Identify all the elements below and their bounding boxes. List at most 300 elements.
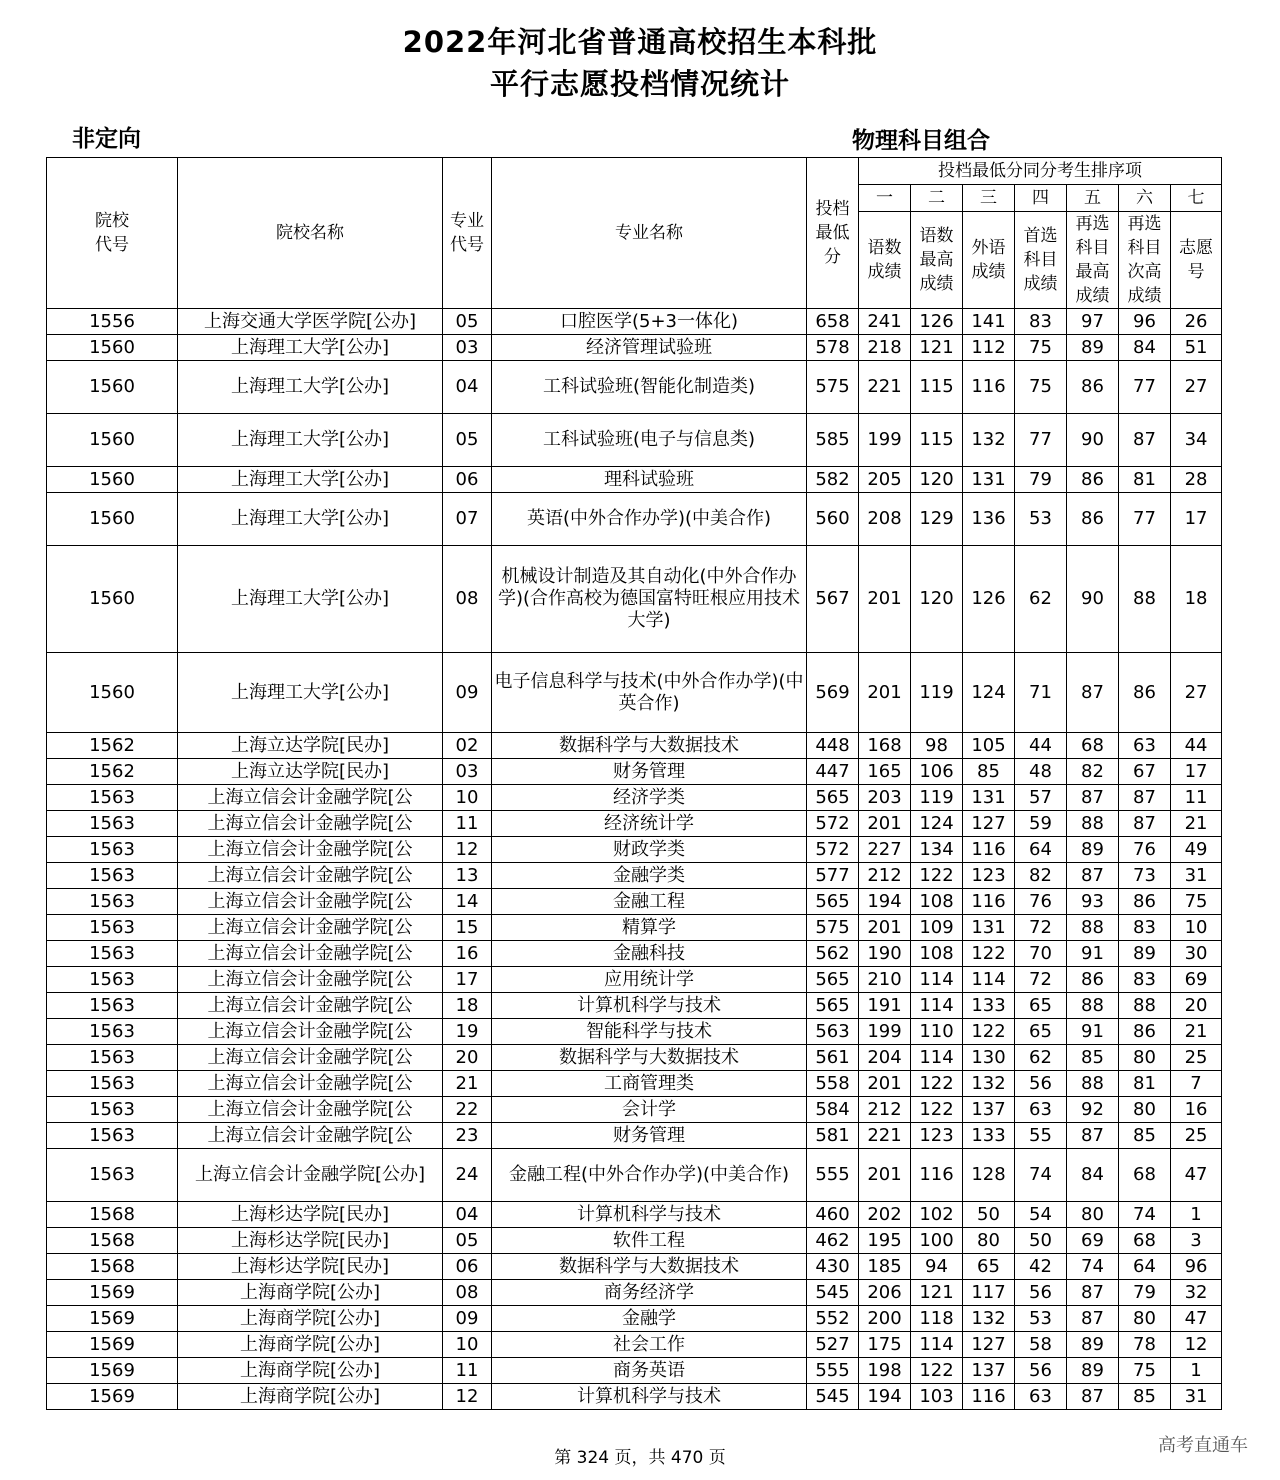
yushu-max-cell: 106: [911, 759, 963, 785]
second-subject-max-cell: 91: [1067, 1019, 1119, 1045]
min-score-cell: 448: [807, 733, 859, 759]
second-subject-next-cell: 84: [1119, 335, 1171, 361]
yushu-max-cell: 120: [911, 546, 963, 653]
second-subject-max-cell: 89: [1067, 1358, 1119, 1384]
second-subject-max-cell: 86: [1067, 467, 1119, 493]
yushu-score-cell: 205: [859, 467, 911, 493]
table-row: [47, 1332, 1222, 1358]
school-name-cell: 上海立信会计金融学院[公办]: [178, 1149, 443, 1202]
school-name-cell: 上海理工大学[公办]: [178, 414, 443, 467]
first-subject-cell: 53: [1015, 1306, 1067, 1332]
second-subject-max-cell: 80: [1067, 1202, 1119, 1228]
first-subject-cell: 63: [1015, 1384, 1067, 1410]
school-name-cell: 上海商学院[公办]: [178, 1306, 443, 1332]
school-name-cell: 上海杉达学院[民办]: [178, 1228, 443, 1254]
school-name-cell: 上海理工大学[公办]: [178, 335, 443, 361]
second-subject-next-cell: 67: [1119, 759, 1171, 785]
major-name-cell: 应用统计学: [492, 967, 807, 993]
yushu-max-cell: 103: [911, 1384, 963, 1410]
yushu-max-cell: 129: [911, 493, 963, 546]
second-subject-max-cell: 97: [1067, 309, 1119, 335]
second-subject-next-cell: 78: [1119, 1332, 1171, 1358]
header-item: 外语成绩: [963, 212, 1015, 309]
major-code-cell: 02: [443, 733, 492, 759]
school-name-cell: 上海立信会计金融学院[公: [178, 863, 443, 889]
table-row: [47, 1071, 1222, 1097]
table-row: [47, 1045, 1222, 1071]
second-subject-next-cell: 81: [1119, 1071, 1171, 1097]
major-name-cell: 商务英语: [492, 1358, 807, 1384]
yushu-max-cell: 121: [911, 335, 963, 361]
first-subject-cell: 54: [1015, 1202, 1067, 1228]
wish-number-cell: 25: [1171, 1123, 1222, 1149]
min-score-cell: 581: [807, 1123, 859, 1149]
yushu-score-cell: 202: [859, 1202, 911, 1228]
second-subject-max-cell: 88: [1067, 993, 1119, 1019]
school-code-cell: 1560: [47, 335, 178, 361]
min-score-cell: 555: [807, 1358, 859, 1384]
first-subject-cell: 44: [1015, 733, 1067, 759]
min-score-cell: 565: [807, 967, 859, 993]
header-item: 语数最高成绩: [911, 212, 963, 309]
yushu-max-cell: 122: [911, 1071, 963, 1097]
wish-number-cell: 31: [1171, 863, 1222, 889]
major-name-cell: 计算机科学与技术: [492, 1384, 807, 1410]
wish-number-cell: 31: [1171, 1384, 1222, 1410]
second-subject-max-cell: 84: [1067, 1149, 1119, 1202]
header-number: 一: [859, 185, 911, 212]
second-subject-max-cell: 87: [1067, 785, 1119, 811]
foreign-lang-cell: 128: [963, 1149, 1015, 1202]
table-row: [47, 1123, 1222, 1149]
second-subject-next-cell: 68: [1119, 1149, 1171, 1202]
school-code-cell: 1563: [47, 1071, 178, 1097]
major-code-cell: 20: [443, 1045, 492, 1071]
min-score-cell: 552: [807, 1306, 859, 1332]
yushu-score-cell: 212: [859, 863, 911, 889]
min-score-cell: 562: [807, 941, 859, 967]
min-score-cell: 658: [807, 309, 859, 335]
first-subject-cell: 57: [1015, 785, 1067, 811]
header-school-name: 院校名称: [178, 158, 443, 309]
foreign-lang-cell: 132: [963, 414, 1015, 467]
min-score-cell: 565: [807, 889, 859, 915]
major-name-cell: 英语(中外合作办学)(中美合作): [492, 493, 807, 546]
school-code-cell: 1569: [47, 1280, 178, 1306]
table-row: [47, 915, 1222, 941]
yushu-max-cell: 115: [911, 414, 963, 467]
header-item: 志愿号: [1171, 212, 1222, 309]
wish-number-cell: 7: [1171, 1071, 1222, 1097]
major-code-cell: 12: [443, 1384, 492, 1410]
min-score-cell: 462: [807, 1228, 859, 1254]
second-subject-next-cell: 76: [1119, 837, 1171, 863]
second-subject-max-cell: 90: [1067, 414, 1119, 467]
table-row: [47, 1097, 1222, 1123]
major-name-cell: 计算机科学与技术: [492, 1202, 807, 1228]
yushu-max-cell: 108: [911, 889, 963, 915]
school-name-cell: 上海立信会计金融学院[公: [178, 1045, 443, 1071]
first-subject-cell: 82: [1015, 863, 1067, 889]
first-subject-cell: 63: [1015, 1097, 1067, 1123]
yushu-score-cell: 195: [859, 1228, 911, 1254]
table-row: [47, 1019, 1222, 1045]
school-name-cell: 上海商学院[公办]: [178, 1384, 443, 1410]
major-code-cell: 10: [443, 785, 492, 811]
major-code-cell: 13: [443, 863, 492, 889]
major-name-cell: 计算机科学与技术: [492, 993, 807, 1019]
major-name-cell: 经济统计学: [492, 811, 807, 837]
yushu-score-cell: 198: [859, 1358, 911, 1384]
major-code-cell: 03: [443, 335, 492, 361]
first-subject-cell: 75: [1015, 335, 1067, 361]
foreign-lang-cell: 50: [963, 1202, 1015, 1228]
yushu-score-cell: 227: [859, 837, 911, 863]
foreign-lang-cell: 117: [963, 1280, 1015, 1306]
major-code-cell: 11: [443, 811, 492, 837]
major-name-cell: 社会工作: [492, 1332, 807, 1358]
wish-number-cell: 26: [1171, 309, 1222, 335]
first-subject-cell: 72: [1015, 915, 1067, 941]
major-code-cell: 03: [443, 759, 492, 785]
header-item: 语数成绩: [859, 212, 911, 309]
second-subject-max-cell: 87: [1067, 1123, 1119, 1149]
school-name-cell: 上海杉达学院[民办]: [178, 1254, 443, 1280]
school-code-cell: 1568: [47, 1202, 178, 1228]
school-name-cell: 上海立信会计金融学院[公: [178, 837, 443, 863]
second-subject-next-cell: 64: [1119, 1254, 1171, 1280]
table-row: [47, 1202, 1222, 1228]
school-code-cell: 1560: [47, 493, 178, 546]
school-code-cell: 1569: [47, 1332, 178, 1358]
school-code-cell: 1563: [47, 1123, 178, 1149]
wish-number-cell: 75: [1171, 889, 1222, 915]
first-subject-cell: 77: [1015, 414, 1067, 467]
school-code-cell: 1563: [47, 1019, 178, 1045]
school-name-cell: 上海商学院[公办]: [178, 1280, 443, 1306]
foreign-lang-cell: 131: [963, 915, 1015, 941]
min-score-cell: 560: [807, 493, 859, 546]
table-row: [47, 1280, 1222, 1306]
yushu-score-cell: 201: [859, 811, 911, 837]
wish-number-cell: 21: [1171, 811, 1222, 837]
first-subject-cell: 62: [1015, 546, 1067, 653]
major-name-cell: 机械设计制造及其自动化(中外合作办学)(合作高校为德国富特旺根应用技术大学): [492, 546, 807, 653]
school-code-cell: 1563: [47, 785, 178, 811]
yushu-score-cell: 199: [859, 414, 911, 467]
major-code-cell: 22: [443, 1097, 492, 1123]
major-name-cell: 经济管理试验班: [492, 335, 807, 361]
major-name-cell: 经济学类: [492, 785, 807, 811]
wish-number-cell: 69: [1171, 967, 1222, 993]
school-code-cell: 1563: [47, 1045, 178, 1071]
major-code-cell: 18: [443, 993, 492, 1019]
table-row: [47, 546, 1222, 653]
yushu-max-cell: 119: [911, 653, 963, 733]
major-code-cell: 08: [443, 546, 492, 653]
foreign-lang-cell: 80: [963, 1228, 1015, 1254]
wish-number-cell: 20: [1171, 993, 1222, 1019]
foreign-lang-cell: 132: [963, 1306, 1015, 1332]
page-title: 2022年河北省普通高校招生本科批: [402, 25, 878, 59]
min-score-cell: 575: [807, 915, 859, 941]
school-name-cell: 上海立信会计金融学院[公: [178, 993, 443, 1019]
min-score-cell: 572: [807, 837, 859, 863]
yushu-max-cell: 102: [911, 1202, 963, 1228]
yushu-max-cell: 122: [911, 863, 963, 889]
yushu-score-cell: 191: [859, 993, 911, 1019]
school-name-cell: 上海立信会计金融学院[公: [178, 1097, 443, 1123]
school-name-cell: 上海立信会计金融学院[公: [178, 811, 443, 837]
table-row: [47, 941, 1222, 967]
min-score-cell: 584: [807, 1097, 859, 1123]
major-code-cell: 14: [443, 889, 492, 915]
school-code-cell: 1563: [47, 993, 178, 1019]
second-subject-next-cell: 85: [1119, 1384, 1171, 1410]
header-tiebreak-group: 投档最低分同分考生排序项: [859, 158, 1222, 185]
second-subject-next-cell: 80: [1119, 1306, 1171, 1332]
min-score-cell: 545: [807, 1280, 859, 1306]
min-score-cell: 585: [807, 414, 859, 467]
min-score-cell: 460: [807, 1202, 859, 1228]
second-subject-max-cell: 90: [1067, 546, 1119, 653]
second-subject-max-cell: 69: [1067, 1228, 1119, 1254]
foreign-lang-cell: 122: [963, 1019, 1015, 1045]
foreign-lang-cell: 132: [963, 1071, 1015, 1097]
second-subject-next-cell: 83: [1119, 967, 1171, 993]
wish-number-cell: 34: [1171, 414, 1222, 467]
yushu-max-cell: 114: [911, 993, 963, 1019]
second-subject-next-cell: 87: [1119, 414, 1171, 467]
first-subject-cell: 48: [1015, 759, 1067, 785]
min-score-cell: 555: [807, 1149, 859, 1202]
major-name-cell: 金融工程: [492, 889, 807, 915]
table-row: [47, 309, 1222, 335]
first-subject-cell: 72: [1015, 967, 1067, 993]
foreign-lang-cell: 116: [963, 1384, 1015, 1410]
second-subject-max-cell: 89: [1067, 1332, 1119, 1358]
yushu-score-cell: 201: [859, 653, 911, 733]
second-subject-max-cell: 86: [1067, 967, 1119, 993]
foreign-lang-cell: 126: [963, 546, 1015, 653]
min-score-cell: 561: [807, 1045, 859, 1071]
table-row: [47, 811, 1222, 837]
table-row: [47, 335, 1222, 361]
second-subject-max-cell: 87: [1067, 1306, 1119, 1332]
school-name-cell: 上海立信会计金融学院[公: [178, 1071, 443, 1097]
second-subject-max-cell: 88: [1067, 915, 1119, 941]
first-subject-cell: 71: [1015, 653, 1067, 733]
school-code-cell: 1568: [47, 1254, 178, 1280]
school-name-cell: 上海立信会计金融学院[公: [178, 785, 443, 811]
yushu-max-cell: 122: [911, 1097, 963, 1123]
table-row: [47, 653, 1222, 733]
major-name-cell: 理科试验班: [492, 467, 807, 493]
major-name-cell: 数据科学与大数据技术: [492, 733, 807, 759]
school-name-cell: 上海理工大学[公办]: [178, 467, 443, 493]
yushu-score-cell: 175: [859, 1332, 911, 1358]
major-name-cell: 工科试验班(智能化制造类): [492, 361, 807, 414]
first-subject-cell: 65: [1015, 1019, 1067, 1045]
header-school-code: 院校代号: [47, 158, 178, 309]
major-code-cell: 16: [443, 941, 492, 967]
major-name-cell: 数据科学与大数据技术: [492, 1254, 807, 1280]
major-code-cell: 11: [443, 1358, 492, 1384]
min-score-cell: 575: [807, 361, 859, 414]
major-name-cell: 电子信息科学与技术(中外合作办学)(中英合作): [492, 653, 807, 733]
yushu-score-cell: 203: [859, 785, 911, 811]
major-code-cell: 07: [443, 493, 492, 546]
header-number: 四: [1015, 185, 1067, 212]
yushu-score-cell: 199: [859, 1019, 911, 1045]
wish-number-cell: 18: [1171, 546, 1222, 653]
first-subject-cell: 59: [1015, 811, 1067, 837]
second-subject-next-cell: 86: [1119, 1019, 1171, 1045]
major-name-cell: 商务经济学: [492, 1280, 807, 1306]
yushu-score-cell: 201: [859, 546, 911, 653]
school-name-cell: 上海立达学院[民办]: [178, 759, 443, 785]
table-row: [47, 993, 1222, 1019]
second-subject-next-cell: 81: [1119, 467, 1171, 493]
wish-number-cell: 96: [1171, 1254, 1222, 1280]
school-code-cell: 1556: [47, 309, 178, 335]
foreign-lang-cell: 65: [963, 1254, 1015, 1280]
second-subject-next-cell: 87: [1119, 785, 1171, 811]
major-code-cell: 09: [443, 1306, 492, 1332]
major-name-cell: 工科试验班(电子与信息类): [492, 414, 807, 467]
table-row: [47, 467, 1222, 493]
yushu-max-cell: 110: [911, 1019, 963, 1045]
second-subject-next-cell: 74: [1119, 1202, 1171, 1228]
major-code-cell: 09: [443, 653, 492, 733]
yushu-max-cell: 122: [911, 1358, 963, 1384]
yushu-score-cell: 190: [859, 941, 911, 967]
second-subject-next-cell: 86: [1119, 889, 1171, 915]
foreign-lang-cell: 116: [963, 361, 1015, 414]
foreign-lang-cell: 137: [963, 1097, 1015, 1123]
wish-number-cell: 49: [1171, 837, 1222, 863]
header-number: 六: [1119, 185, 1171, 212]
foreign-lang-cell: 133: [963, 993, 1015, 1019]
yushu-max-cell: 115: [911, 361, 963, 414]
table-row: [47, 759, 1222, 785]
min-score-cell: 430: [807, 1254, 859, 1280]
second-subject-next-cell: 86: [1119, 653, 1171, 733]
table-row: [47, 733, 1222, 759]
school-name-cell: 上海杉达学院[民办]: [178, 1202, 443, 1228]
first-subject-cell: 53: [1015, 493, 1067, 546]
major-name-cell: 工商管理类: [492, 1071, 807, 1097]
major-code-cell: 06: [443, 467, 492, 493]
min-score-cell: 527: [807, 1332, 859, 1358]
first-subject-cell: 65: [1015, 993, 1067, 1019]
major-name-cell: 口腔医学(5+3一体化): [492, 309, 807, 335]
foreign-lang-cell: 112: [963, 335, 1015, 361]
second-subject-max-cell: 88: [1067, 1071, 1119, 1097]
school-code-cell: 1563: [47, 1149, 178, 1202]
school-name-cell: 上海交通大学医学院[公办]: [178, 309, 443, 335]
yushu-max-cell: 118: [911, 1306, 963, 1332]
major-code-cell: 17: [443, 967, 492, 993]
school-code-cell: 1563: [47, 941, 178, 967]
min-score-cell: 565: [807, 993, 859, 1019]
foreign-lang-cell: 114: [963, 967, 1015, 993]
admission-table: [46, 157, 1222, 1410]
table-row: [47, 1306, 1222, 1332]
min-score-cell: 545: [807, 1384, 859, 1410]
first-subject-cell: 83: [1015, 309, 1067, 335]
table-row: [47, 1358, 1222, 1384]
second-subject-max-cell: 87: [1067, 863, 1119, 889]
wish-number-cell: 17: [1171, 493, 1222, 546]
second-subject-max-cell: 86: [1067, 361, 1119, 414]
wish-number-cell: 28: [1171, 467, 1222, 493]
school-code-cell: 1563: [47, 837, 178, 863]
first-subject-cell: 56: [1015, 1071, 1067, 1097]
second-subject-next-cell: 88: [1119, 993, 1171, 1019]
major-code-cell: 19: [443, 1019, 492, 1045]
second-subject-max-cell: 68: [1067, 733, 1119, 759]
major-code-cell: 10: [443, 1332, 492, 1358]
yushu-score-cell: 206: [859, 1280, 911, 1306]
yushu-score-cell: 200: [859, 1306, 911, 1332]
major-code-cell: 23: [443, 1123, 492, 1149]
table-row: [47, 863, 1222, 889]
min-score-cell: 567: [807, 546, 859, 653]
school-code-cell: 1563: [47, 915, 178, 941]
foreign-lang-cell: 122: [963, 941, 1015, 967]
wish-number-cell: 10: [1171, 915, 1222, 941]
yushu-score-cell: 165: [859, 759, 911, 785]
table-row: [47, 493, 1222, 546]
first-subject-cell: 42: [1015, 1254, 1067, 1280]
second-subject-next-cell: 73: [1119, 863, 1171, 889]
wish-number-cell: 21: [1171, 1019, 1222, 1045]
school-code-cell: 1569: [47, 1306, 178, 1332]
table-row: [47, 1384, 1222, 1410]
yushu-max-cell: 116: [911, 1149, 963, 1202]
major-name-cell: 财务管理: [492, 759, 807, 785]
school-name-cell: 上海理工大学[公办]: [178, 653, 443, 733]
yushu-score-cell: 201: [859, 1149, 911, 1202]
min-score-cell: 565: [807, 785, 859, 811]
table-row: [47, 837, 1222, 863]
school-name-cell: 上海商学院[公办]: [178, 1358, 443, 1384]
wish-number-cell: 1: [1171, 1358, 1222, 1384]
yushu-max-cell: 108: [911, 941, 963, 967]
major-name-cell: 软件工程: [492, 1228, 807, 1254]
major-name-cell: 会计学: [492, 1097, 807, 1123]
school-code-cell: 1560: [47, 361, 178, 414]
yushu-max-cell: 114: [911, 1332, 963, 1358]
table-row: [47, 1228, 1222, 1254]
yushu-score-cell: 168: [859, 733, 911, 759]
wish-number-cell: 25: [1171, 1045, 1222, 1071]
foreign-lang-cell: 124: [963, 653, 1015, 733]
yushu-max-cell: 121: [911, 1280, 963, 1306]
school-code-cell: 1563: [47, 889, 178, 915]
yushu-max-cell: 109: [911, 915, 963, 941]
foreign-lang-cell: 136: [963, 493, 1015, 546]
header-item: 再选科目最高成绩: [1067, 212, 1119, 309]
school-name-cell: 上海商学院[公办]: [178, 1332, 443, 1358]
yushu-score-cell: 201: [859, 1071, 911, 1097]
wish-number-cell: 27: [1171, 653, 1222, 733]
yushu-score-cell: 201: [859, 915, 911, 941]
wish-number-cell: 16: [1171, 1097, 1222, 1123]
first-subject-cell: 79: [1015, 467, 1067, 493]
foreign-lang-cell: 123: [963, 863, 1015, 889]
